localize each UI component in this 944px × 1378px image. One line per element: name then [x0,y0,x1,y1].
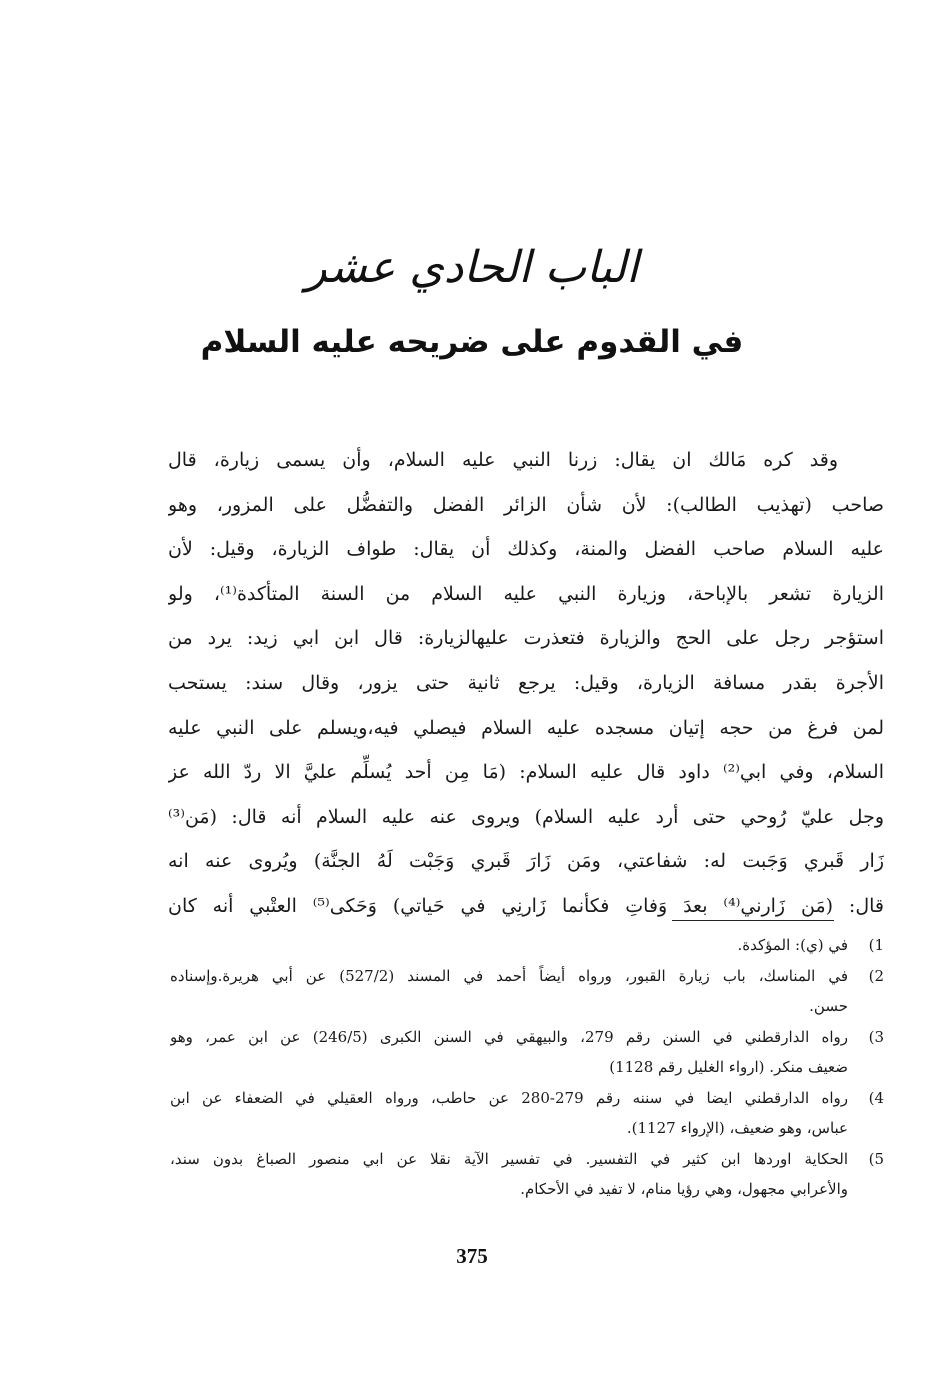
footnote-text: في المناسك، باب زيارة القبور، ورواه أيضاً أحمد في المسند (527/2) عن أبي هريرة.وإسناده [170,966,848,985]
footnotes [170,930,884,1205]
footnote-number: 3) [868,1027,884,1046]
body-line: وقد كره مَالك ان يقال: زرنا النبي عليه السلام، وأن يسمى زيارة، قال [168,449,838,471]
body-line: الأجرة بقدر مسافة الزيارة، وقيل: يرجع ثانية حتى يزور، وقال سند: يستحب [168,671,884,694]
chapter-subtitle: في القدوم على ضريحه عليه السلام [200,324,744,360]
body-line: وجل عليّ رُوحي حتى أرد عليه السلام) ويروى عنه عليه السلام أنه قال: (مَن⁽³⁾ [168,805,884,828]
body-line: السلام، وفي ابي⁽²⁾ داود قال عليه السلام: (مَا مِن أحد يُسلِّم عليَّ الا ردّ الله عز [168,761,884,784]
footnote [170,961,884,1022]
body-line: زَار قَبري وَجَبت له: شفاعتي، ومَن زَارَ قَبري وَجَبْت لَهُ الجنَّة) ويُروى عنه انه [168,850,884,873]
footnote-text: رواه الدارقطني ايضا في سننه رقم 279-280 عن حاطب، ورواه العقيلي في الضعفاء عن ابن [170,1088,848,1107]
footnote-number: 5) [868,1149,884,1168]
footnote [170,930,884,961]
footnote-text: الحكاية اوردها ابن كثير في التفسير. في تفسير الآية نقلا عن ابي منصور الصباغ بدون سند، [170,1149,848,1168]
body-line: الزيارة تشعر بالإباحة، وزيارة النبي عليه السلام من السنة المتأكدة⁽¹⁾، ولو [168,582,884,605]
footnote-text: في (ي): المؤكدة. [737,936,848,954]
body-line: صاحب (تهذيب الطالب): لأن شأن الزائر الفضل والتفضُّل على المزور، وهو [168,493,884,516]
footnote-number: 4) [868,1088,884,1107]
body-text [168,438,884,929]
body-line: لمن فرغ من حجه إتيان مسجده عليه السلام فيصلي فيه،ويسلم على النبي عليه [168,716,884,739]
footnote-number: 2) [868,966,884,985]
footnote-text: رواه الدارقطني في السنن رقم 279، والبيهقي في السنن الكبرى (246/5) عن ابن عمر، وهو [170,1027,848,1046]
body-line: قال: (مَن زَارني⁽⁴⁾ بعدَ وَفاتِ فكأنما زَارنِي في حَياتي) وَحَكى⁽⁵⁾ العتْبي أنه كان [168,894,884,917]
body-line: استؤجر رجل على الحج والزيارة فتعذرت عليهالزيارة: قال ابن ابي زيد: يرد من [168,627,884,650]
footnote-text: والأعرابي مجهول، وهي رؤيا منام، لا تفيد في الأحكام. [520,1180,848,1198]
footnote [170,1144,884,1205]
footnote [170,1022,884,1083]
footnote-number: 1) [868,936,884,954]
body-line: عليه السلام صاحب الفضل والمنة، وكذلك أن يقال: طواف الزيارة، وقيل: لأن [168,538,884,561]
footnote-text: حسن. [809,997,848,1015]
chapter-title: الباب الحادي عشر [305,242,639,293]
footnote [170,1083,884,1144]
footnote-separator [672,920,834,921]
footnote-text: ضعيف منكر. (ارواء الغليل رقم 1128) [609,1058,848,1076]
footnote-text: عباس، وهو ضعيف، (الإرواء 1127). [626,1119,848,1137]
page-number: 375 [456,1244,488,1268]
